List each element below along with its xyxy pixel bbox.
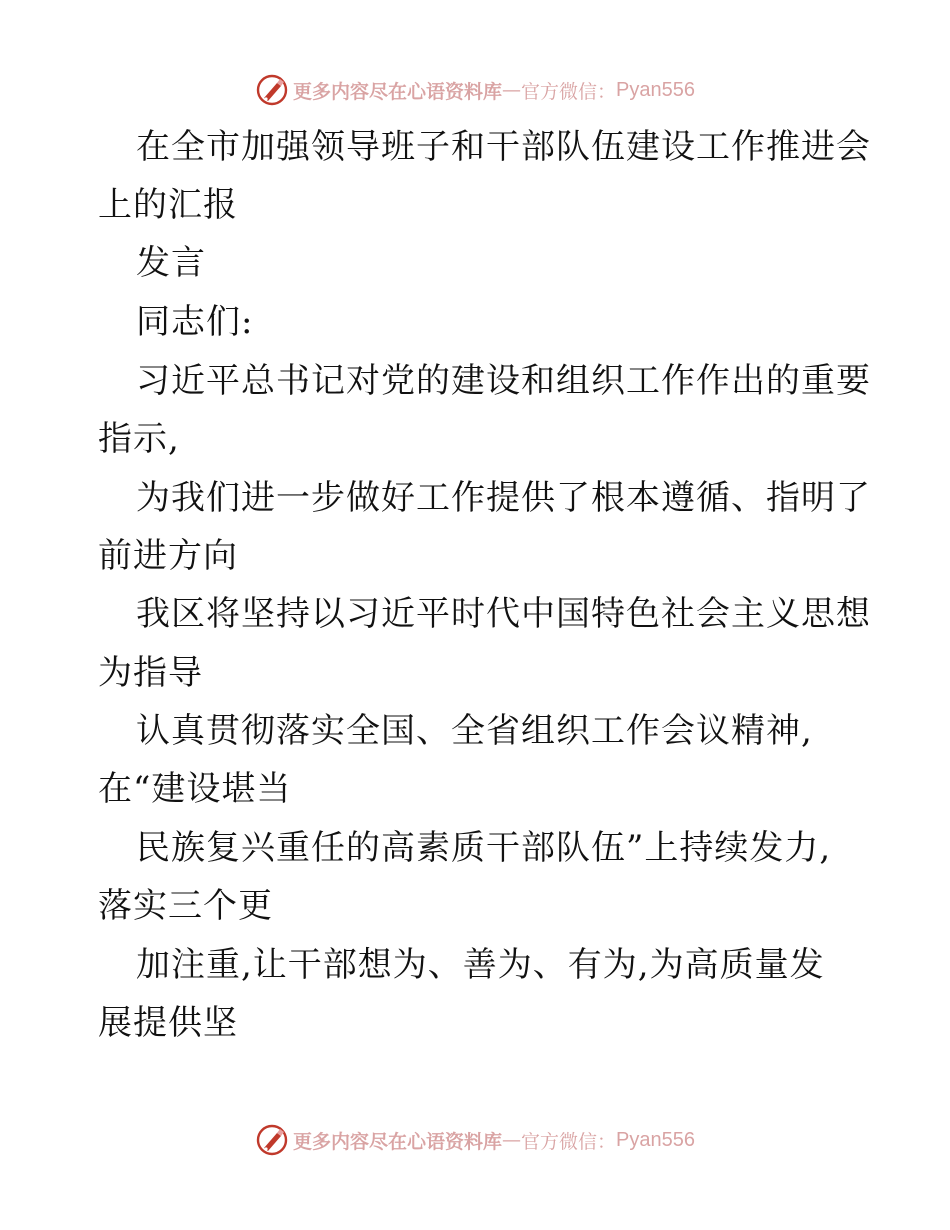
- watermark-wechat-id: Pyan556: [616, 1128, 695, 1151]
- header-watermark: [0, 70, 950, 110]
- text-line-5: 习近平总书记对党的建设和组织工作作出的重要: [136, 361, 871, 401]
- pen-logo-icon: [255, 73, 289, 107]
- text-line-8: 前进方向: [98, 536, 238, 576]
- text-line-3: 发言: [136, 243, 206, 283]
- text-line-9: 我区将坚持以习近平时代中国特色社会主义思想: [136, 594, 871, 634]
- text-line-4: 同志们:: [136, 302, 254, 342]
- text-line-6: 指示,: [98, 419, 180, 459]
- text-line-7: 为我们进一步做好工作提供了根本遵循、指明了: [136, 478, 871, 518]
- watermark-dash: —: [502, 1129, 522, 1151]
- text-line-2: 上的汇报: [98, 185, 238, 225]
- text-line-13: 民族复兴重任的高素质干部队伍”上持续发力,: [136, 828, 832, 868]
- watermark-site-text: 更多内容尽在心语资料库: [293, 80, 503, 103]
- watermark-wechat-label: 官方微信：: [521, 80, 617, 103]
- text-line-15: 加注重,让干部想为、善为、有为,为高质量发: [136, 945, 825, 985]
- text-line-12: 在“建设堪当: [98, 769, 292, 809]
- pen-logo-icon: [255, 1123, 289, 1157]
- text-line-10: 为指导: [98, 653, 203, 693]
- text-line-16: 展提供坚: [98, 1003, 238, 1043]
- watermark-wechat-label: 官方微信：: [521, 1130, 617, 1153]
- watermark-dash: —: [502, 79, 522, 101]
- watermark-site-text: 更多内容尽在心语资料库: [293, 1130, 503, 1153]
- footer-watermark: [0, 1120, 950, 1160]
- watermark-wechat-id: Pyan556: [616, 78, 695, 101]
- text-line-1: 在全市加强领导班子和干部队伍建设工作推进会: [136, 127, 871, 167]
- text-line-11: 认真贯彻落实全国、全省组织工作会议精神,: [136, 711, 813, 751]
- text-line-14: 落实三个更: [98, 886, 273, 926]
